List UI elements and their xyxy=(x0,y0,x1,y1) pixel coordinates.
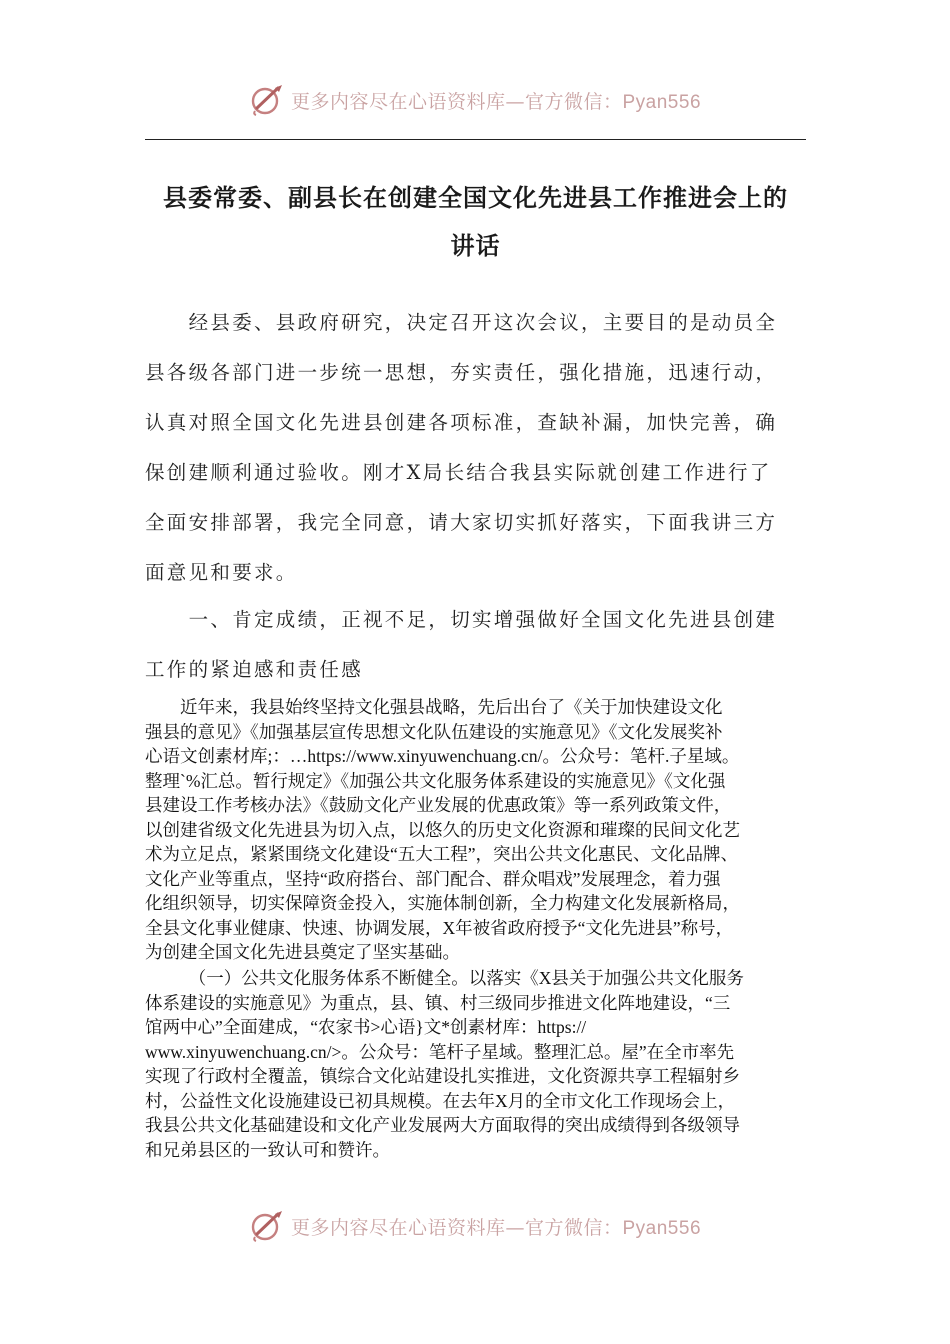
text-line: 和兄弟县区的一致认可和赞许。 xyxy=(145,1139,390,1160)
text-line: 整理`%汇总。暂行规定》《加强公共文化服务体系建设的实施意见》《文化强 xyxy=(145,770,726,791)
text-line: 面意见和要求。 xyxy=(145,561,298,584)
text-line: 县各级各部门进一步统一思想，夯实责任，强化措施，迅速行动， xyxy=(145,361,778,384)
text-line: 认真对照全国文化先进县创建各项标准，查缺补漏，加快完善，确 xyxy=(145,411,778,434)
text-line: （一）公共文化服务体系不断健全。以落实《X县关于加强公共文化服务 xyxy=(145,968,744,988)
text-line: 我县公共文化基础建设和文化产业发展两大方面取得的突出成绩得到各级领导 xyxy=(145,1115,740,1135)
text-line: 体系建设的实施意见》为重点，县、镇、村三级同步推进文化阵地建设，“三 xyxy=(145,992,731,1013)
document-title xyxy=(145,174,806,270)
text-line: 实现了行政村全覆盖，镇综合文化站建设扎实推进，文化资源共享工程辐射乡 xyxy=(145,1066,740,1086)
text-line: 村，公益性文化设施建设已初具规模。在去年X月的全市文化工作现场会上， xyxy=(145,1090,736,1111)
text-line: 以创建省级文化先进县为切入点，以悠久的历史文化资源和璀璨的民间文化艺 xyxy=(145,819,740,840)
section-heading-1 xyxy=(145,595,806,695)
text-line: 县建设工作考核办法》《鼓励文化产业发展的优惠政策》等一系列政策文件， xyxy=(145,795,732,815)
text-line: 化组织领导，切实保障资金投入，实施体制创新，全力构建文化发展新格局， xyxy=(145,893,740,913)
pen-logo-icon xyxy=(249,82,285,118)
public-service-paragraph xyxy=(145,966,806,1162)
opening-paragraph xyxy=(145,298,806,598)
text-line: 经县委、县政府研究，决定召开这次会议，主要目的是动员全 xyxy=(145,311,778,334)
text-line: 工作的紧迫感和责任感 xyxy=(145,658,364,681)
header-divider xyxy=(145,139,806,140)
text-line: 馆两中心”全面建成，“农家书>心语}文*创素材库：https:// xyxy=(145,1017,587,1037)
text-line: 全面安排部署，我完全同意，请大家切实抓好落实，下面我讲三方 xyxy=(145,511,778,534)
watermark-text: 更多内容尽在心语资料库—官方微信：Pyan556 xyxy=(290,90,702,113)
text-line: 一、肯定成绩，正视不足，切实增强做好全国文化先进县创建 xyxy=(145,608,778,631)
text-line: 近年来，我县始终坚持文化强县战略，先后出台了《关于加快建设文化 xyxy=(145,697,723,717)
title-line: 讲话 xyxy=(450,231,501,260)
text-line: 文化产业等重点，坚持“政府搭台、部门配合、群众唱戏”发展理念，着力强 xyxy=(145,868,721,889)
header-watermark xyxy=(0,82,950,118)
title-line: 县委常委、副县长在创建全国文化先进县工作推进会上的 xyxy=(163,183,788,212)
pen-logo-icon xyxy=(249,1208,285,1244)
footer-watermark xyxy=(0,1208,950,1244)
achievements-paragraph xyxy=(145,695,806,965)
text-line: 强县的意见》《加强基层宣传思想文化队伍建设的实施意见》《文化发展奖补 xyxy=(145,721,723,742)
text-line: www.xinyuwenchuang.cn/>。公众号：笔杆子星域。整理汇总。屋”在全市率先 xyxy=(145,1041,735,1062)
text-line: 心语文创素材库;：…https://www.xinyuwenchuang.cn/。公众号：笔杆.子星域。 xyxy=(145,746,740,766)
text-line: 为创建全国文化先进县奠定了坚实基础。 xyxy=(145,942,460,962)
text-line: 保创建顺利通过验收。刚才X局长结合我县实际就创建工作进行了 xyxy=(145,461,772,484)
watermark-text: 更多内容尽在心语资料库—官方微信：Pyan556 xyxy=(290,1216,702,1239)
text-line: 术为立足点，紧紧围绕文化建设“五大工程”，突出公共文化惠民、文化品牌、 xyxy=(145,844,739,864)
text-line: 全县文化事业健康、快速、协调发展，X年被省政府授予“文化先进县”称号， xyxy=(145,917,734,938)
